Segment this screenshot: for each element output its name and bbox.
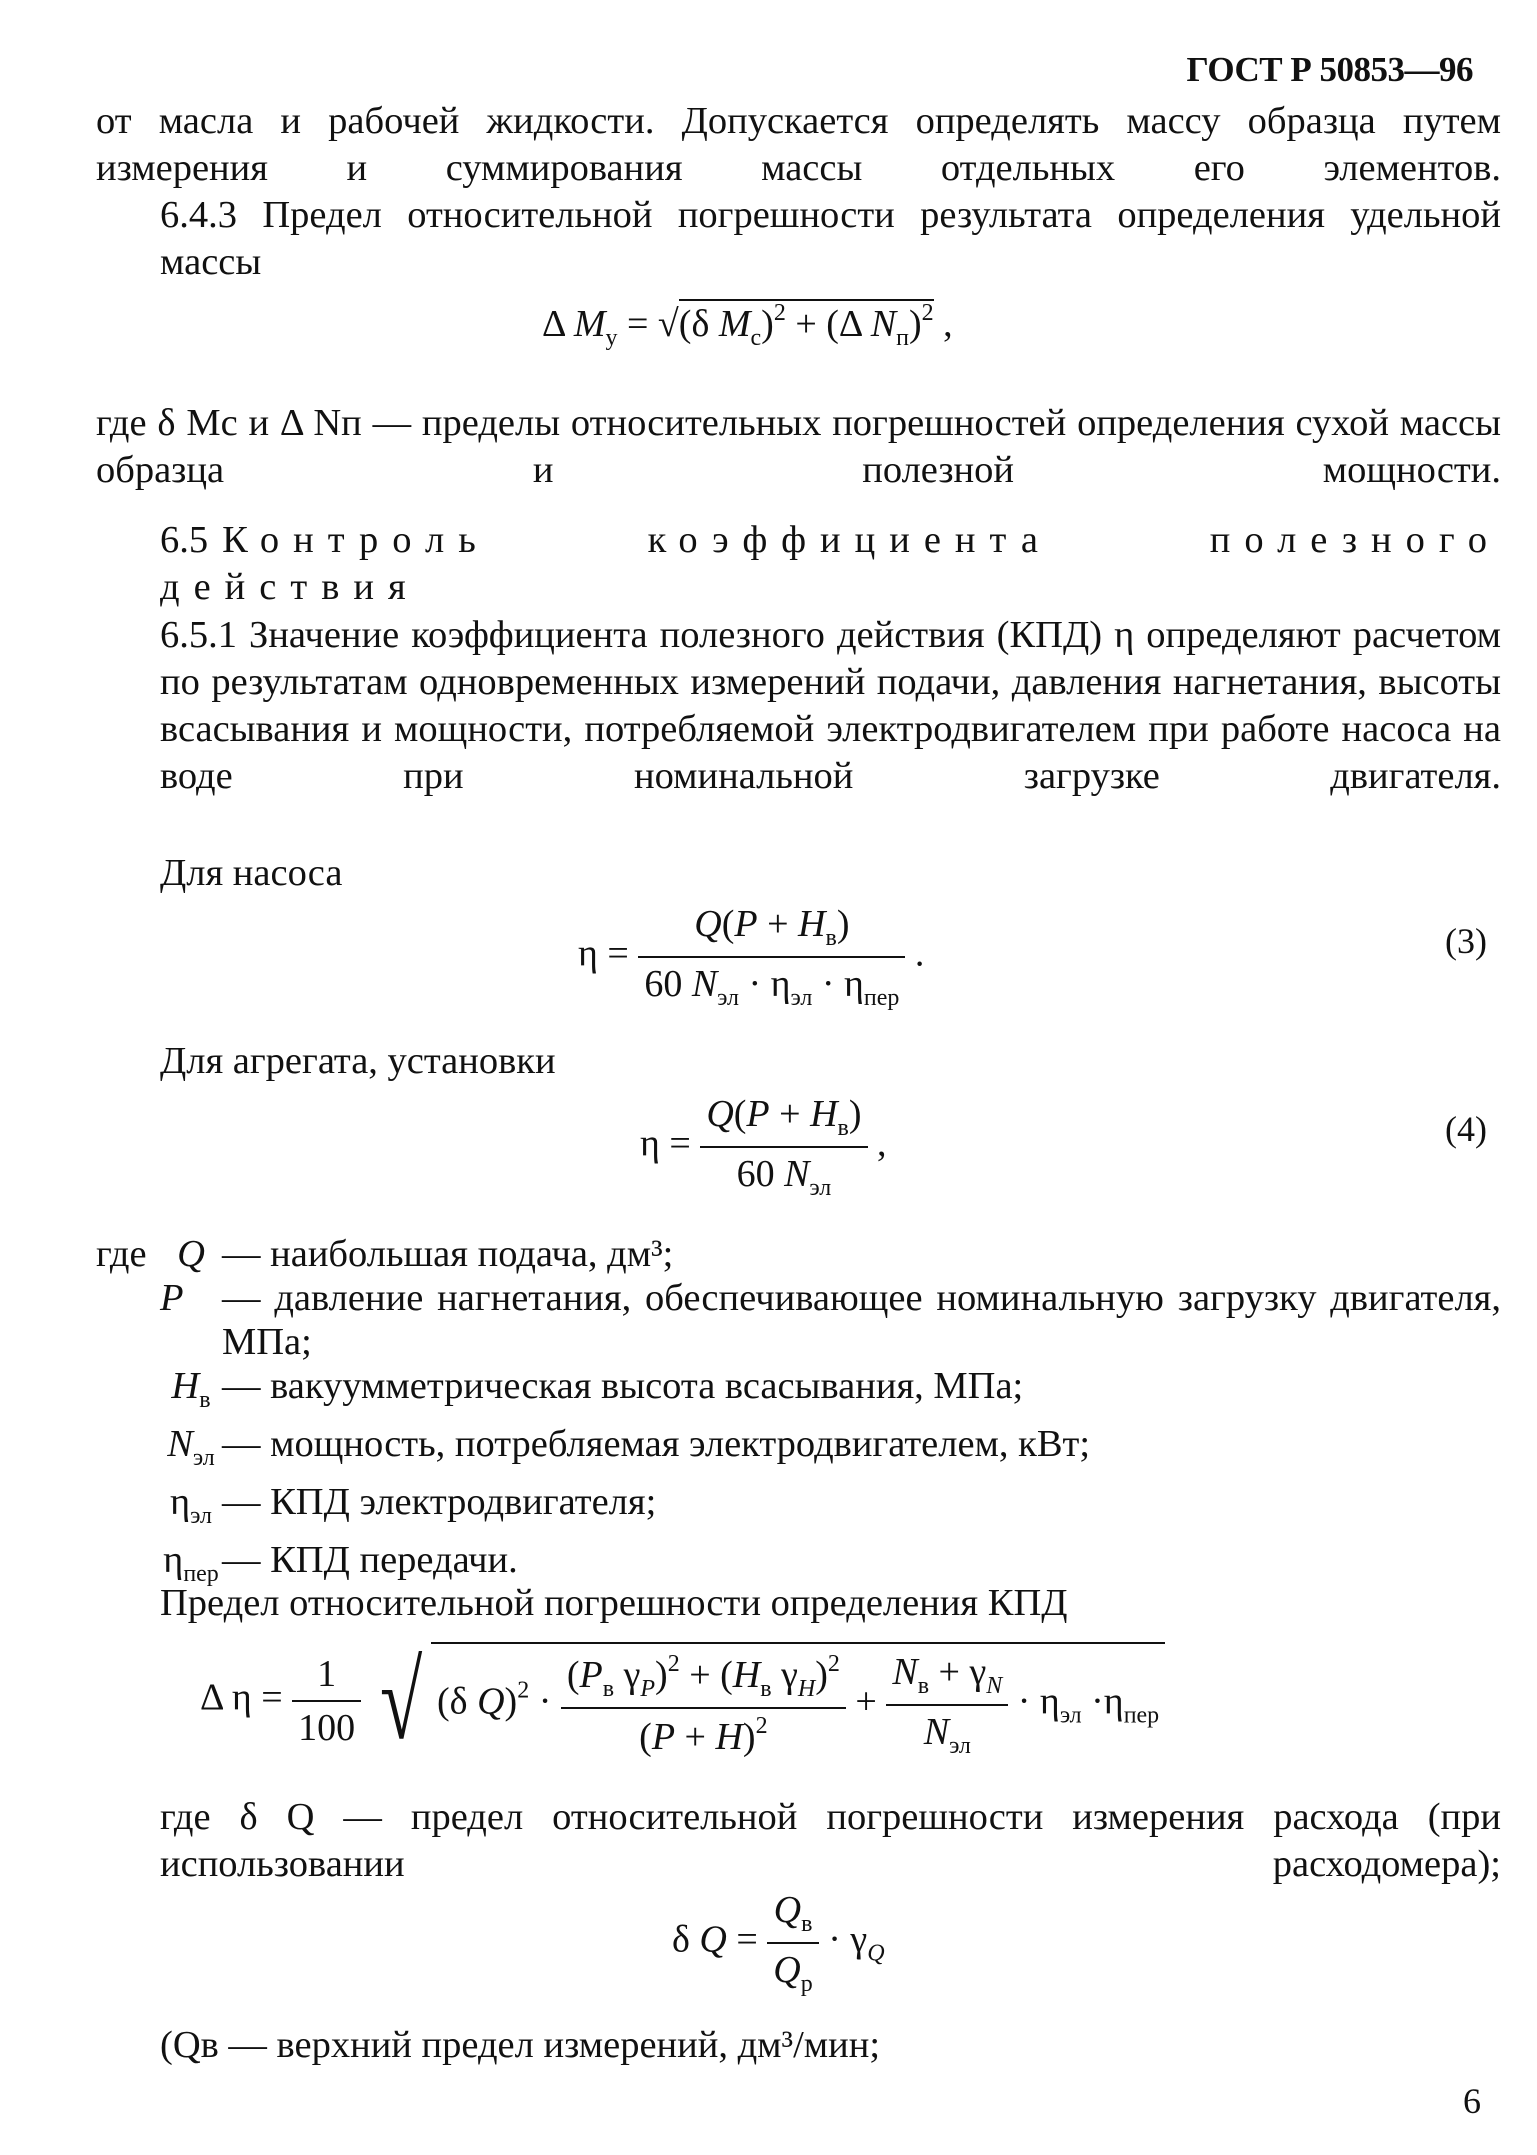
- paragraph-where-dq: [96, 1794, 1501, 1888]
- var-symbol: $\eta_{пер}$: [163, 1539, 219, 1587]
- var-row-eta-el: [96, 1480, 1501, 1538]
- label-for-unit: [96, 1038, 1501, 1085]
- var-symbol: Q: [177, 1233, 205, 1275]
- document-header: ГОСТ Р 50853—96: [1186, 50, 1473, 89]
- label-for-pump: [96, 850, 1501, 897]
- formula-efficiency-pump: η = $\frac{Q(P + H_в)}{60 N_{эл} \cdot \eta_{эл} \cdot \eta_{пер}}$ .: [578, 903, 925, 1011]
- fraction: $\frac{(P_в \gamma_P)^2 + (H_в \gamma_H)^2}{(P + H)^2}$: [561, 1651, 846, 1759]
- var-symbol: P: [160, 1277, 184, 1319]
- var-description: — вакуумметрическая высота всасывания, МПа;: [222, 1365, 1024, 1407]
- formula-efficiency-error: Δ η = $\frac{1}{100}$ √ (δ Q)$^2$ · $\frac{(P_в \gamma_P)^2 + (H_в \gamma_H)^2}{(P + H)^2}$ + $\frac{N_в + \gamma_N}{N_{эл}}$ · $\eta_{эл} \cdot\eta_{пер}$: [200, 1642, 1165, 1760]
- formula-efficiency-unit: η = $\frac{Q(P + H_в)}{60 N_{эл}}$ ,: [640, 1093, 887, 1201]
- paragraph-6-4-3: [96, 192, 1501, 286]
- paragraph-qv-limit: [96, 2022, 1501, 2069]
- section-title: Контроль коэффициента полезного действия: [160, 519, 1501, 608]
- var-symbol: $N_{эл}$: [167, 1423, 215, 1471]
- label-text: Для насоса: [160, 852, 343, 894]
- paragraph-text: где δ Mc и Δ Nп — пределы относительных погрешностей определения сухой массы образца и полезной мощности.: [96, 402, 1501, 491]
- paragraph-text: 6.4.3 Предел относительной погрешности результата определения удельной массы: [160, 194, 1501, 283]
- fraction: $\frac{Q(P + H_в)}{60 N_{эл}}$: [700, 1092, 867, 1202]
- paragraph-efficiency-error: [96, 1580, 1501, 1627]
- paragraph-text: от масла и рабочей жидкости. Допускается определять массу образца путем измерения и суммирования массы отдельных его элементов.: [96, 100, 1501, 189]
- equation-number-4: (4): [1445, 1109, 1487, 1149]
- fraction: $\frac{Q(P + H_в)}{60 N_{эл} \cdot \eta_{эл} \cdot \eta_{пер}}$: [638, 902, 905, 1012]
- paragraph-6-5-1: [96, 612, 1501, 800]
- var-row-nel: [96, 1422, 1501, 1480]
- section-number: 6.5: [160, 519, 209, 561]
- var-row-q: [96, 1232, 1501, 1276]
- equation-number-3: (3): [1445, 921, 1487, 961]
- paragraph-text: 6.5.1 Значение коэффициента полезного действия (КПД) η определяют расчетом по результатам одновременных измерений подачи, давления нагнетания, высоты всасывания и мощности, потребляемой электродвигателем при работе насоса на воде при номинальной загрузке двигателя.: [160, 614, 1501, 797]
- var-description: — мощность, потребляемая электродвигателем, кВт;: [222, 1423, 1091, 1465]
- paragraph-mass-continued: [96, 98, 1501, 192]
- var-description: — давление нагнетания, обеспечивающее номинальную загрузку двигателя, МПа;: [222, 1277, 1501, 1363]
- paragraph-text: (Qв — верхний предел измерений, дм³/мин;: [160, 2024, 881, 2066]
- fraction: $\frac{1}{100}$: [292, 1652, 361, 1750]
- page-number: 6: [1463, 2081, 1481, 2121]
- formula-dq: δ Q = $\frac{Q_в}{Q_р}$ · $\gamma_Q$: [672, 1889, 885, 1997]
- radical-sign: √: [379, 1640, 422, 1762]
- label-text: Для агрегата, установки: [160, 1040, 556, 1082]
- var-row-hv: [96, 1364, 1501, 1422]
- paragraph-where-mc: [96, 400, 1501, 494]
- var-description: — КПД передачи.: [222, 1539, 518, 1581]
- where-label: где: [96, 1233, 147, 1275]
- variable-definitions: [96, 1232, 1501, 1596]
- fraction: $\frac{N_в + \gamma_N}{N_{эл}}$: [886, 1650, 1008, 1760]
- paragraph-text: Предел относительной погрешности определения КПД: [160, 1582, 1068, 1624]
- fraction: $\frac{Q_в}{Q_р}$: [767, 1888, 818, 1998]
- var-description: — наибольшая подача, дм³;: [222, 1233, 674, 1275]
- section-heading-6-5: [96, 517, 1501, 611]
- var-row-p: [96, 1276, 1501, 1364]
- var-description: — КПД электродвигателя;: [222, 1481, 657, 1523]
- paragraph-text: где δ Q — предел относительной погрешности измерения расхода (при использовании расходомера);: [160, 1796, 1501, 1885]
- formula-specific-mass-error: Δ $M_у = √(\delta$ $M_с)^2 + (\Delta$ $N_п)^2$ ,: [542, 300, 953, 351]
- var-symbol: $\eta_{эл}$: [170, 1481, 212, 1529]
- var-symbol: $H_в$: [171, 1365, 211, 1413]
